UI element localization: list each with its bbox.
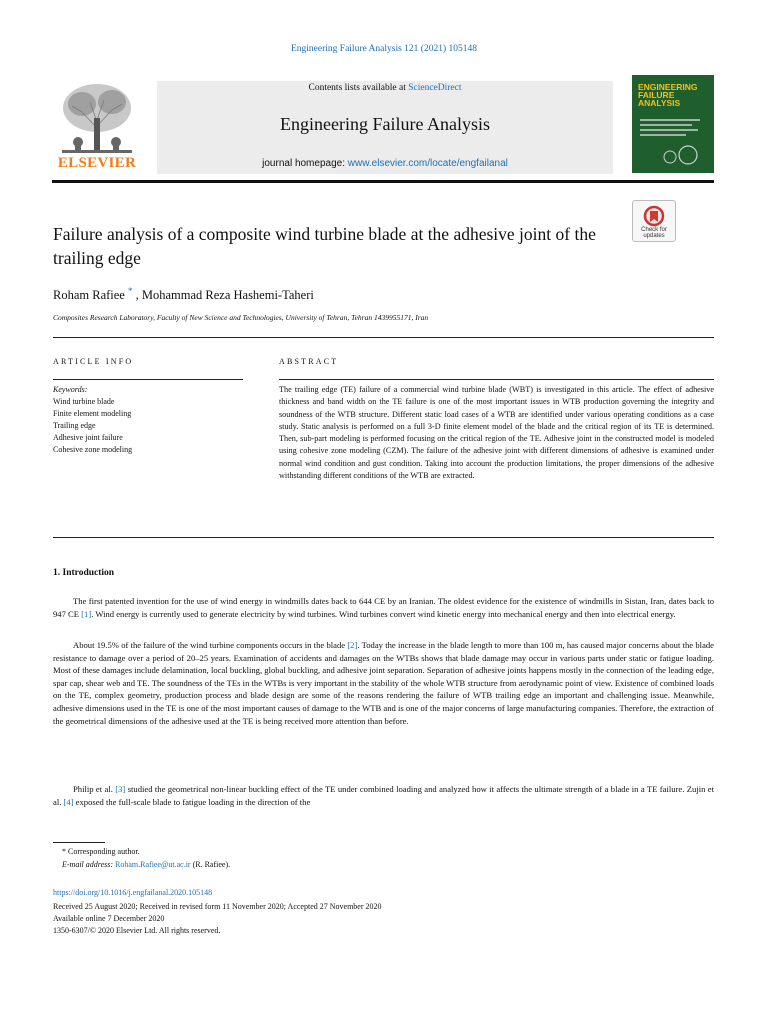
keyword-item: Cohesive zone modeling [53,445,133,454]
paragraph-text: studied the geometrical non-linear buckling effect of the TE under combined loading and analyzed how it affects the ultimate strength of a blade in a TE failure. Zujin et al. [53,784,714,807]
abstract-rule [279,379,714,380]
keywords-block [53,384,243,456]
received-dates: Received 25 August 2020; Received in revised form 11 November 2020; Accepted 27 November 2020 [53,902,382,911]
copyright: 1350-6307/© 2020 Elsevier Ltd. All rights reserved. [53,926,221,935]
reference-link[interactable]: [3] [115,784,126,794]
reference-link[interactable]: [1] [81,608,92,619]
email-link[interactable]: Roham.Rafiee@ut.ac.ir [115,860,191,869]
paragraph-text: About 19.5% of the failure of the wind turbine components occurs in the blade [73,640,348,650]
cover-title: ENGINEERING FAILURE ANALYSIS [638,82,698,108]
author-hashemi-taheri[interactable]: , Mohammad Reza Hashemi-Taheri [135,288,314,303]
reference-link[interactable]: [4] [63,796,74,807]
paragraph-text: . Today the increase in the blade length to more than 100 m, has caused major concerns about the blade resistance to damage over a period of 20–25 years. Examination of accidents and damages on the WTBs shows that blade damage may occur in various parts under static or fatigue loading. Most of these damages include delamination, local buckling, global buckling, and adhesive joint separation. Separation of adhesive joints happens mostly in the connection of the leading edge, spar cap, shear web and TE. The soundness of the TEs in the WTBs is very important in the stability of the whole WTB structure from aerodynamic point of view. Existence of combined loads on the TE, complex geometry, production process and blade design are some of the reasons rendering the failure of WTB trailing edge an important and challenging issue. Meanwhile, adhesive dimensions used in the TE is one of the most important causes of damage to the WTB and is one of the major concerns of large manufacturing companies. Therefore, the extraction of the geometrical dimensions of the adhesive used at the TE is being received more attention than before. [53,640,714,726]
footnote-divider [53,842,105,843]
homepage-prefix: journal homepage: [262,158,348,169]
affiliation: Composites Research Laboratory, Faculty of New Science and Technologies, University of Tehran, Tehran 1439955171, Iran [53,313,429,322]
keyword-item: Finite element modeling [53,409,132,418]
paragraph-text: exposed the full-scale blade to fatigue loading in the direction of the [73,796,311,807]
keywords-label: Keywords: [53,385,88,394]
email-suffix: (R. Rafiee). [190,860,231,869]
abstract-label: ABSTRACT [279,357,339,366]
cover-graphic-icon [640,119,706,167]
paragraph-text: Philip et al. [73,784,116,794]
email-note [62,860,230,869]
corresponding-author-note: * Corresponding author. [62,847,140,856]
keyword-item: Wind turbine blade [53,397,115,406]
article-title: Failure analysis of a composite wind turbine blade at the adhesive joint of the trailing edge [53,224,596,268]
email-label: E-mail address: [62,860,116,869]
check-for-updates-label: Check for updates [641,227,667,239]
journal-reference[interactable]: Engineering Failure Analysis 121 (2021) 105148 [290,44,477,54]
section-heading-introduction: 1. Introduction [53,568,115,578]
homepage-link[interactable]: www.elsevier.com/locate/engfailanal [347,158,508,169]
sciencedirect-link[interactable]: ScienceDirect [408,83,462,93]
author-rafiee[interactable]: Roham Rafiee [53,288,125,303]
paragraph-text: . Wind energy is currently used to generate electricity by wind turbines. Wind turbines convert wind kinetic energy into mechanical energy and then into electrical energy. [91,608,676,619]
check-for-updates-badge[interactable] [632,200,676,242]
intro-paragraph-1 [53,595,714,620]
header-divider [52,180,714,183]
author-list [53,286,314,303]
elsevier-wordmark: ELSEVIER [57,155,137,171]
available-online: Available online 7 December 2020 [53,914,165,923]
keyword-item: Trailing edge [53,421,96,430]
journal-cover-image[interactable] [632,75,714,173]
keyword-item: Adhesive joint failure [53,433,123,442]
doi-link[interactable]: https://doi.org/10.1016/j.engfailanal.2020.105148 [53,888,213,897]
intro-paragraph-2 [53,639,714,727]
paragraph-text: The first patented invention for the use of wind energy in windmills dates back to 644 CE by an Iranian. The oldest evidence for the existence of windmills in Sistan, Iran, dates back to 947 CE [53,596,714,619]
article-info-rule [53,379,243,380]
abstract-text: The trailing edge (TE) failure of a commercial wind turbine blade (WBT) is investigated in this article. The effect of adhesive thickness and band width on the TE failure is one of the most important issues in WTB production governing the integrity and soundness of the WTB structure. Different static load cases of a WTB are identified under various operating conditions as a case study. Static analysis is performed on a full 3-D finite element model of the blade and the critical region of its TE is determined. Then, sub-part modeling is performed focusing on the critical region of the TE. Adhesive joint in the constructed model is modeled using cohesive zone modeling (CZM). The failure of the adhesive joint with different dimensions of adhesive is examined under normal wind condition and gust condition. Taking into account the production limitations, the proper dimensions of the adhesive withstanding different conditions of the WTB are extracted. [279,385,714,481]
abstract-end-divider [53,537,714,538]
article-info-label: ARTICLE INFO [53,357,134,366]
journal-homepage [157,158,613,169]
contents-prefix: Contents lists available at [308,83,409,93]
intro-paragraph-3 [53,783,714,808]
journal-title: Engineering Failure Analysis [280,114,490,134]
corresponding-author-mark[interactable]: * [127,286,133,296]
section-divider [53,337,714,338]
reference-link[interactable]: [2] [347,640,358,650]
contents-line [157,83,613,93]
